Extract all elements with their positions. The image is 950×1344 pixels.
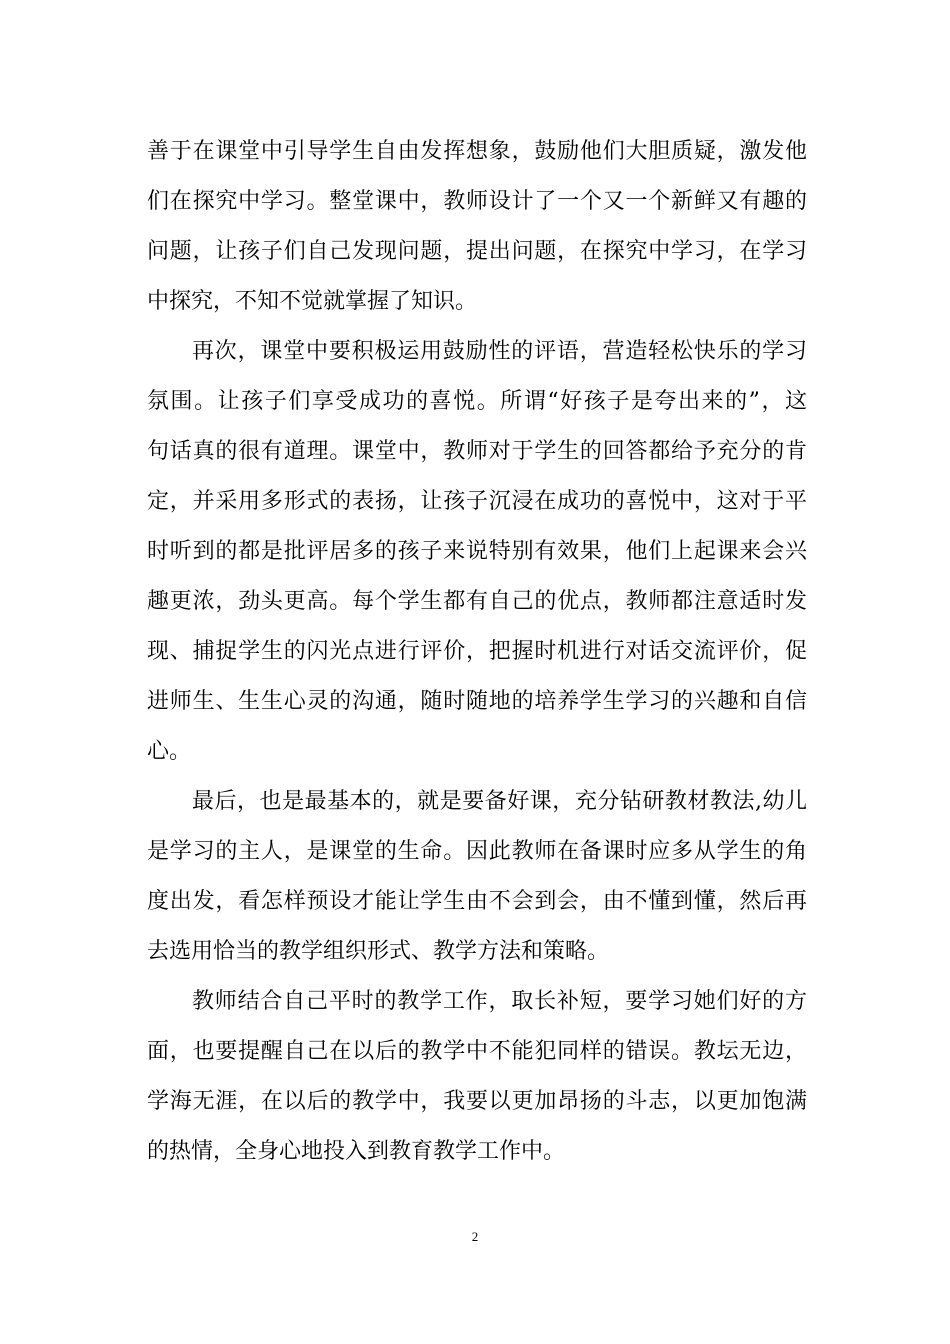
paragraph-2-line-5: 时听到的都是批评居多的孩子来说特别有效果，他们上起课来会兴 [147,539,807,564]
paragraph-2-line-3: 句话真的很有道理。课堂中，教师对于学生的回答都给予充分的肯 [147,439,807,464]
page-number: 2 [471,1229,479,1244]
paragraph-1-line-1: 善于在课堂中引导学生自由发挥想象，鼓励他们大胆质疑，激发他 [147,139,807,164]
paragraph-3-line-1: 最后，也是最基本的，就是要备好课，充分钻研教材教法,幼儿 [192,789,807,814]
paragraph-2-line-7: 现、捕捉学生的闪光点进行评价，把握时机进行对话交流评价，促 [147,639,807,664]
paragraph-4-line-1: 教师结合自己平时的教学工作，取长补短，要学习她们好的方 [192,989,807,1014]
paragraph-2-line-2: 氛围。让孩子们享受成功的喜悦。所谓“好孩子是夸出来的”，这 [147,389,807,414]
paragraph-2-line-9: 心。 [147,739,192,764]
paragraph-3-line-4: 去选用恰当的教学组织形式、教学方法和策略。 [147,939,610,964]
paragraph-4-line-3: 学海无涯，在以后的教学中，我要以更加昂扬的斗志，以更加饱满 [147,1089,807,1114]
paragraph-3-line-2: 是学习的主人，是课堂的生命。因此教师在备课时应多从学生的角 [147,839,807,864]
paragraph-1-line-2: 们在探究中学习。整堂课中，教师设计了一个又一个新鲜又有趣的 [147,189,807,214]
paragraph-1-line-3: 问题，让孩子们自己发现问题，提出问题，在探究中学习，在学习 [147,239,807,264]
paragraph-2-line-1: 再次，课堂中要积极运用鼓励性的评语，营造轻松快乐的学习 [192,339,807,364]
paragraph-2-line-8: 进师生、生生心灵的沟通，随时随地的培养学生学习的兴趣和自信 [147,689,807,714]
paragraph-2-line-4: 定，并采用多形式的表扬，让孩子沉浸在成功的喜悦中，这对于平 [147,489,807,514]
paragraph-1-line-4: 中探究，不知不觉就掌握了知识。 [147,289,478,314]
paragraph-2-line-6: 趣更浓，劲头更高。每个学生都有自己的优点，教师都注意适时发 [147,589,807,614]
paragraph-3-line-3: 度出发，看怎样预设才能让学生由不会到会，由不懂到懂，然后再 [147,889,807,914]
paragraph-4-line-4: 的热情，全身心地投入到教育教学工作中。 [147,1139,566,1164]
paragraph-4-line-2: 面，也要提醒自己在以后的教学中不能犯同样的错误。教坛无边， [147,1039,807,1064]
